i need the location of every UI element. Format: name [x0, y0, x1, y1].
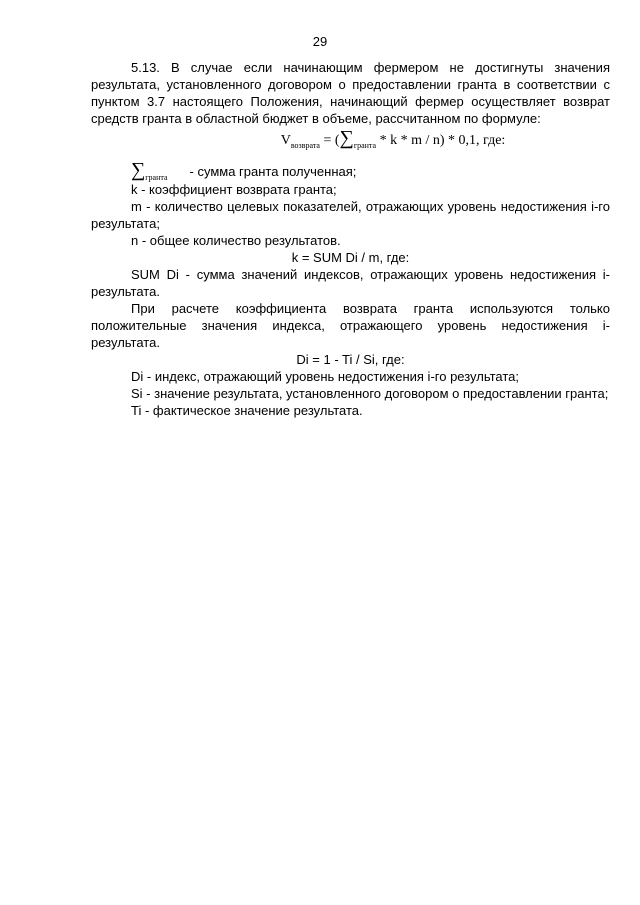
formula-rest: * k * m / n) * 0,1, где:	[376, 133, 506, 148]
formula-eq-open: = (	[319, 133, 340, 148]
formula-refund	[91, 127, 610, 149]
sigma-subscript: гранта	[145, 172, 168, 182]
formula-sum-subscript: гранта	[353, 140, 377, 150]
formula-v-subscript: возврата	[290, 140, 320, 150]
formula-v-symbol: V	[280, 133, 291, 148]
definition-m: m - количество целевых показателей, отражающих уровень недостижения i-го результата;	[91, 199, 610, 231]
sigma-description: - сумма гранта полученная;	[189, 164, 357, 179]
definition-di: Di - индекс, отражающий уровень недостижения i-го результата;	[131, 369, 520, 384]
document-body	[91, 59, 610, 419]
formula-di: Di = 1 - Ti / Si, где:	[296, 352, 405, 367]
positive-values-note: При расчете коэффициента возврата гранта используются только положительные значения индекса, отражающего уровень недостижения i- результата.	[91, 301, 610, 350]
definition-k: k - коэффициент возврата гранта;	[131, 182, 337, 197]
definition-sum-di: SUM Di - сумма значений индексов, отражающих уровень недостижения i-результата.	[91, 267, 610, 299]
definition-si: Si - значение результата, установленного договором о предоставлении гранта;	[131, 386, 609, 401]
sigma-symbol: ∑	[131, 159, 146, 181]
definition-n: n - общее количество результатов.	[131, 233, 341, 248]
definition-sigma	[91, 159, 610, 181]
paragraph-5-13: 5.13. В случае если начинающим фермером не достигнуты значения результата, установленного договором о предоставлении гранта в соответствии с пунктом 3.7 настоящего Положения, начинающий фермер осуществляет возврат средств гранта в областной бюджет в объеме, рассчитанном по формуле:	[91, 60, 610, 126]
formula-k: k = SUM Di / m, где:	[291, 250, 410, 265]
definition-ti: Ti - фактическое значение результата.	[131, 403, 363, 418]
formula-sum-symbol: ∑	[339, 127, 354, 149]
page-number: 29	[312, 34, 328, 49]
